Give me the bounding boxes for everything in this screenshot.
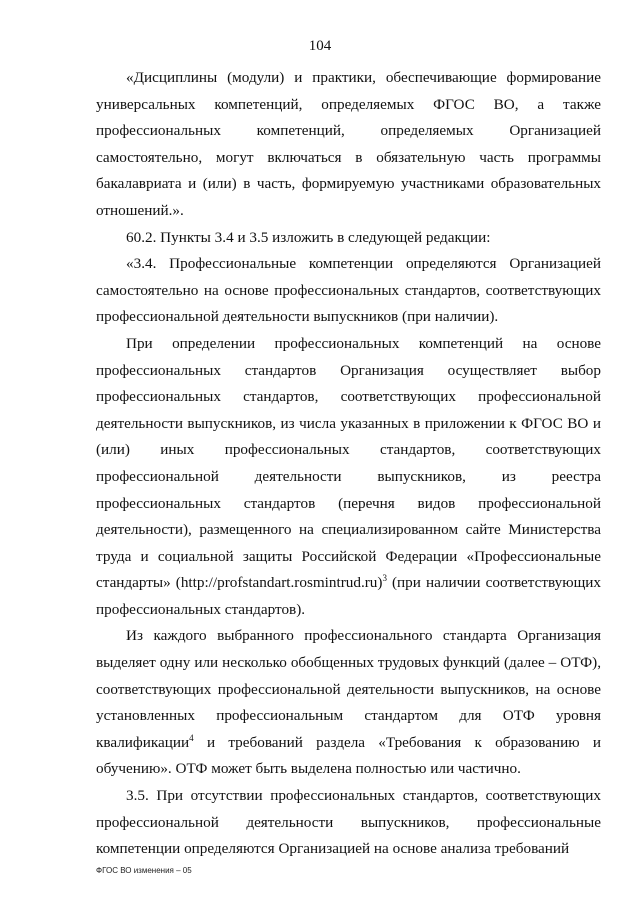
paragraph-standards-selection bbox=[96, 331, 601, 624]
document-body bbox=[96, 65, 601, 863]
page-number: 104 bbox=[308, 38, 332, 54]
paragraph-item-3-5: 3.5. При отсутствии профессиональных стандартов, соответствующих профессиональной деятельности выпускников, профессиональные компетенции определяются Организацией на основе анализа требований bbox=[96, 787, 601, 858]
paragraph-text: При определении профессиональных компетенций на основе профессиональных стандартов Организация осуществляет выбор профессиональных стандартов, соответствующих профессиональной деятельности выпускников, из числа указанных в приложении к ФГОС ВО и (или) иных профессиональных стандартов, соответствующих профессиональной деятельности выпускников, из реестра профессиональных стандартов (перечня видов профессиональной деятельности), размещенного на специализированном сайте Министерства труда и социальной защиты Российской Федерации «Профессиональные стандарты» (http://profstandart.rosmintrud.ru) bbox=[96, 334, 601, 592]
footnote-ref-3: 3 bbox=[382, 573, 387, 584]
footer-document-label: ФГОС ВО изменения – 05 bbox=[96, 866, 192, 875]
paragraph-text: (при наличии соответствующих профессиональных стандартов). bbox=[96, 574, 601, 618]
footnote-ref-4: 4 bbox=[189, 732, 194, 743]
paragraph-disciplines-quote: «Дисциплины (модули) и практики, обеспечивающие формирование универсальных компетенций, определяемых ФГОС ВО, а также профессиональных компетенций, определяемых Организацией самостоятельно, могут включаться в обязательную часть программы бакалавриата и (или) в часть, формируемую участниками образовательных отношений.». bbox=[96, 69, 601, 219]
paragraph-item-3-4: «3.4. Профессиональные компетенции определяются Организацией самостоятельно на основе профессиональных стандартов, соответствующих профессиональной деятельности выпускников (при наличии). bbox=[96, 255, 601, 326]
paragraph-text: Из каждого выбранного профессионального стандарта Организация выделяет одну или несколько обобщенных трудовых функций (далее – ОТФ), соответствующих профессиональной деятельности выпускников, на основе установленных профессиональным стандартом для ОТФ уровня квалификации bbox=[96, 627, 601, 751]
paragraph-otf-selection bbox=[96, 623, 601, 783]
paragraph-item-60-2: 60.2. Пункты 3.4 и 3.5 изложить в следующей редакции: bbox=[126, 228, 491, 246]
paragraph-text: и требований раздела «Требования к образованию и обучению». ОТФ может быть выделена полностью или частично. bbox=[96, 733, 601, 778]
